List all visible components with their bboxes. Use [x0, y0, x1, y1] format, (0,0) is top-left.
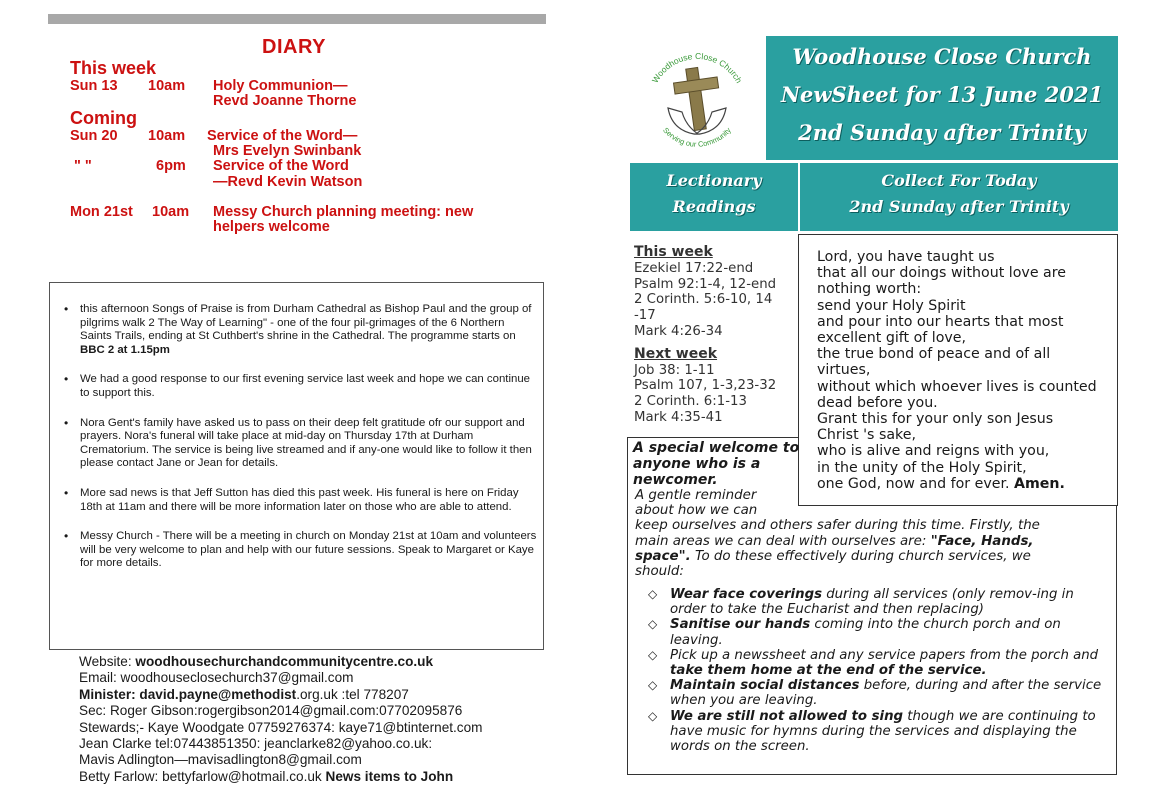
- news-box: [49, 282, 544, 650]
- contact-mavis[interactable]: Mavis Adlington—mavisadlington8@gmail.com: [79, 752, 362, 768]
- lectionary-readings: [634, 245, 798, 426]
- collect-title: Collect For Today: [881, 171, 1037, 190]
- diary-entry-time: 6pm: [156, 158, 186, 174]
- diary-entry-time: 10am: [148, 128, 186, 144]
- diary-entry-text: Revd Joanne Thorne: [213, 93, 357, 109]
- news-item: • Messy Church - There will be a meeting in church on Monday 21st at 10am and volunteers will be very welcome to plan and help with our future sessions. Speak to Margaret or Kaye for more details.: [60, 530, 538, 571]
- cross-hands-icon: [638, 42, 756, 160]
- reading-item: Mark 4:35-41: [634, 409, 723, 425]
- guideline-item: ◇ Maintain social distances before, during and after the service when you are leaving.: [648, 678, 1108, 708]
- church-name-title: Woodhouse Close Church: [792, 44, 1092, 69]
- news-item: • More sad news is that Jeff Sutton has died this past week. His funeral is here on Friday 18th at 11am and there will be more information later on those who are able to attend.: [60, 487, 538, 514]
- diary-entry-day: Sun 13: [70, 78, 118, 94]
- website-link[interactable]: woodhousechurchandcommunitycentre.co.uk: [135, 654, 434, 669]
- diary-this-week-heading: This week: [70, 58, 157, 78]
- readings-next-week-heading: Next week: [634, 345, 718, 362]
- contacts-block: [79, 654, 549, 785]
- svg-text:Woodhouse Close Church: Woodhouse Close Church: [649, 50, 745, 85]
- lectionary-title: Lectionary: [666, 171, 762, 190]
- diary-entry-time: 10am: [148, 78, 186, 94]
- news-list: [60, 303, 538, 587]
- readings-this-week-heading: This week: [634, 244, 713, 260]
- diary-title: DIARY: [262, 36, 326, 58]
- diary-entry-text: helpers welcome: [213, 219, 330, 235]
- collect-prayer: Lord, you have taught us that all our doings without love are nothing worth: send your Holy Spirit and pour into our hearts that most excellent gift of love, the true bond of peace and of all virtues, without which whoever lives is counted dead before you. Grant this for your only son Jesus Christ 's sake, who is alive and reigns with you, in the unity of the Holy Spirit, one God, now and for ever. Amen.: [817, 249, 1097, 492]
- news-item: • We had a good response to our first evening service last week and hope we can continue to support this.: [60, 373, 538, 400]
- top-divider-bar: [48, 14, 546, 24]
- diary-entry-text: Service of the Word—: [207, 128, 358, 144]
- diary-entry-text: —Revd Kevin Watson: [213, 174, 363, 190]
- newsheet-header-banner: [766, 36, 1118, 160]
- welcome-title: A special welcome to anyone who is a newcomer.: [633, 440, 800, 488]
- welcome-body: A gentle reminder about how we can keep ourselves and others safer during this time. Firstly, the main areas we can deal with ourselves are: "Face, Hands, space". To do these effectively during church services, we should:: [635, 488, 1040, 580]
- reading-item: Psalm 92:1-4, 12-end: [634, 276, 777, 292]
- welcome-box-border: [627, 437, 799, 438]
- reading-item: Psalm 107, 1-3,23-32: [634, 378, 777, 394]
- diary-entry-text: Messy Church planning meeting: new: [213, 204, 474, 220]
- lectionary-title: Readings: [672, 197, 756, 216]
- reading-item: Mark 4:26-34: [634, 323, 723, 339]
- diary-entry-text: Mrs Evelyn Swinbank: [213, 143, 362, 159]
- diary-entry-text: Holy Communion—: [213, 78, 348, 94]
- contact-jean[interactable]: Jean Clarke tel:07443851350: jeanclarke82@yahoo.co.uk:: [79, 736, 433, 752]
- guideline-item: ◇ Sanitise our hands coming into the church porch and on leaving.: [648, 617, 1108, 647]
- guideline-item: ◇ Pick up a newssheet and any service papers from the porch and take them home at the end of the service.: [648, 648, 1108, 678]
- contact-stewards[interactable]: Stewards;- Kaye Woodgate 07759276374: kaye71@btinternet.com: [79, 719, 483, 735]
- church-logo: [638, 42, 756, 160]
- diary-entry-time: 10am: [152, 204, 190, 220]
- lectionary-heading-banner: [630, 163, 798, 231]
- news-item: • this afternoon Songs of Praise is from Durham Cathedral as Bishop Paul and the group of pilgrims walk 2 The Way of Learning" - one of the four pil-grimages of the 6 Northern Saints Trails, ending at St Cuthbert's shrine in the Cathedral. The programme starts on BBC 2 at 1.15pm: [60, 303, 538, 357]
- collect-heading-banner: [800, 163, 1118, 231]
- svg-text:Serving our Community: Serving our Community: [661, 125, 733, 149]
- guideline-item: ◇ Wear face coverings during all services (only remov-ing in order to take the Eucharist and then replacing): [648, 587, 1108, 617]
- reading-item: -17: [634, 308, 656, 324]
- collect-subtitle: 2nd Sunday after Trinity: [849, 197, 1069, 216]
- contact-website: Website: woodhousechurchandcommunitycentre.co.uk: [79, 654, 434, 669]
- diary-entry-text: Service of the Word: [213, 158, 349, 174]
- reading-item: 2 Corinth. 5:6-10, 14: [634, 292, 773, 308]
- reading-item: Job 38: 1-11: [634, 362, 715, 378]
- reading-item: Ezekiel 17:22-end: [634, 260, 754, 276]
- collect-box: [798, 234, 1118, 506]
- contact-email[interactable]: Email: woodhouseclosechurch37@gmail.com: [79, 670, 354, 686]
- safety-guidelines-list: [648, 587, 1108, 754]
- reading-item: 2 Corinth. 6:1-13: [634, 394, 747, 410]
- diary-entry-day: Mon 21st: [70, 204, 133, 220]
- diary-entry-day: Sun 20: [70, 128, 118, 144]
- contact-minister[interactable]: Minister: david.payne@methodist.org.uk :tel 778207: [79, 686, 409, 702]
- newsheet-date-title: NewSheet for 13 June 2021: [780, 82, 1104, 107]
- contact-betty[interactable]: Betty Farlow: bettyfarlow@hotmail.co.uk News items to John: [79, 768, 454, 784]
- guideline-item: ◇ We are still not allowed to sing though we are continuing to have music for hymns during the services and displaying the words on the screen.: [648, 709, 1108, 755]
- contact-secretary[interactable]: Sec: Roger Gibson:rogergibson2014@gmail.com:07702095876: [79, 703, 463, 719]
- amen-text: Amen.: [1014, 475, 1065, 492]
- sunday-title: 2nd Sunday after Trinity: [798, 120, 1086, 145]
- news-item: • Nora Gent's family have asked us to pass on their deep felt gratitude ofr our support and prayers. Nora's funeral will take place at mid-day on Thursday 17th at Durham Crematorium. The service is being live streamed and if any-one would like to follow it then please contact Jane or Jean for details.: [60, 417, 538, 471]
- diary-coming-heading: Coming: [70, 108, 137, 128]
- diary-entry-day: " ": [74, 158, 92, 174]
